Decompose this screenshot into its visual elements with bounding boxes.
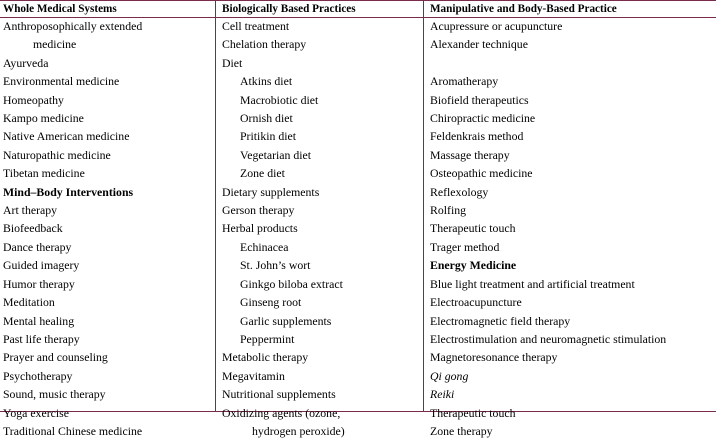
list-item: Trager method	[430, 239, 500, 254]
list-item: Cell treatment	[222, 19, 290, 33]
list-item: Electrostimulation and neuromagnetic stimulation	[430, 331, 667, 346]
list-item: Garlic supplements	[240, 313, 332, 328]
list-item: Tibetan medicine	[3, 166, 85, 181]
list-item: Ornish diet	[240, 111, 293, 126]
section-subheading: Mind–Body Interventions	[3, 184, 134, 199]
column-item-list	[222, 17, 424, 440]
list-item: Yoga exercise	[3, 405, 69, 420]
column-item-list	[3, 17, 216, 440]
list-item: Megavitamin	[222, 368, 285, 383]
list-item: Homeopathy	[3, 92, 64, 107]
list-item: Reflexology	[430, 184, 489, 199]
list-item: Native American medicine	[3, 129, 130, 144]
column-item-list	[430, 17, 716, 440]
list-item: Vegetarian diet	[240, 147, 312, 162]
list-item: Therapeutic touch	[430, 221, 516, 236]
list-item: Prayer and counseling	[3, 350, 108, 365]
list-item: Diet	[222, 55, 243, 70]
list-item: Chelation therapy	[222, 37, 307, 52]
list-item: Mental healing	[3, 313, 75, 328]
column-header: Biologically Based Practices	[222, 3, 356, 15]
list-item: Pritikin diet	[240, 129, 297, 144]
list-item: Psychotherapy	[3, 368, 73, 383]
list-item: Electroacupuncture	[430, 295, 522, 310]
list-item: Alexander technique	[430, 37, 528, 52]
list-item: Reiki	[430, 387, 455, 402]
list-item: Zone therapy	[430, 423, 493, 438]
list-item: Ginkgo biloba extract	[240, 276, 343, 291]
list-item: Dance therapy	[3, 239, 72, 254]
list-item: St. John’s wort	[240, 258, 311, 273]
list-item: Anthroposophically extended	[3, 19, 143, 33]
list-item: Atkins diet	[240, 74, 293, 89]
column-header: Manipulative and Body-Based Practice	[430, 3, 617, 15]
list-item: hydrogen peroxide)	[252, 423, 345, 438]
list-item: Environmental medicine	[3, 74, 120, 89]
list-item: Ayurveda	[3, 55, 49, 70]
list-item: Blue light treatment and artificial treatment	[430, 276, 635, 291]
list-item: Echinacea	[240, 239, 289, 254]
list-item: Humor therapy	[3, 276, 75, 291]
list-item: Qi gong	[430, 368, 469, 383]
list-item: Traditional Chinese medicine	[3, 423, 143, 438]
list-item: Magnetoresonance therapy	[430, 350, 558, 365]
list-item: Metabolic therapy	[222, 350, 309, 365]
list-item: Acupressure or acupuncture	[430, 19, 563, 33]
column-manipulative-body-based-practice	[424, 1, 716, 440]
list-item: Art therapy	[3, 203, 58, 218]
list-item: Biofeedback	[3, 221, 63, 236]
list-item: Peppermint	[240, 331, 295, 346]
column-header: Whole Medical Systems	[3, 3, 117, 15]
list-item: Chiropractic medicine	[430, 111, 536, 126]
list-item: Kampo medicine	[3, 111, 84, 126]
list-item: Herbal products	[222, 221, 298, 236]
list-item: Aromatherapy	[430, 74, 499, 89]
list-item: Nutritional supplements	[222, 387, 336, 402]
list-item: Rolfing	[430, 203, 467, 218]
section-subheading: Energy Medicine	[430, 258, 517, 273]
list-item: Guided imagery	[3, 258, 80, 273]
list-item: Feldenkrais method	[430, 129, 524, 144]
list-item: Biofield therapeutics	[430, 92, 529, 107]
list-item: Macrobiotic diet	[240, 92, 319, 107]
list-item: Gerson therapy	[222, 203, 295, 218]
column-biologically-based-practices	[216, 1, 424, 440]
list-item-spacer	[430, 54, 716, 72]
list-item: Dietary supplements	[222, 184, 320, 199]
table-columns	[0, 1, 716, 440]
list-item: Past life therapy	[3, 331, 80, 346]
list-item: medicine	[33, 37, 77, 52]
list-item: Meditation	[3, 295, 55, 310]
list-item: Therapeutic touch	[430, 405, 516, 420]
list-item: Zone diet	[240, 166, 285, 181]
list-item: Ginseng root	[240, 295, 302, 310]
list-item: Osteopathic medicine	[430, 166, 533, 181]
list-item: Naturopathic medicine	[3, 147, 111, 162]
list-item: Electromagnetic field therapy	[430, 313, 571, 328]
list-item: Sound, music therapy	[3, 387, 106, 402]
list-item: Massage therapy	[430, 147, 510, 162]
column-whole-medical-systems	[0, 1, 216, 440]
list-item: Oxidizing agents (ozone,	[222, 405, 341, 420]
